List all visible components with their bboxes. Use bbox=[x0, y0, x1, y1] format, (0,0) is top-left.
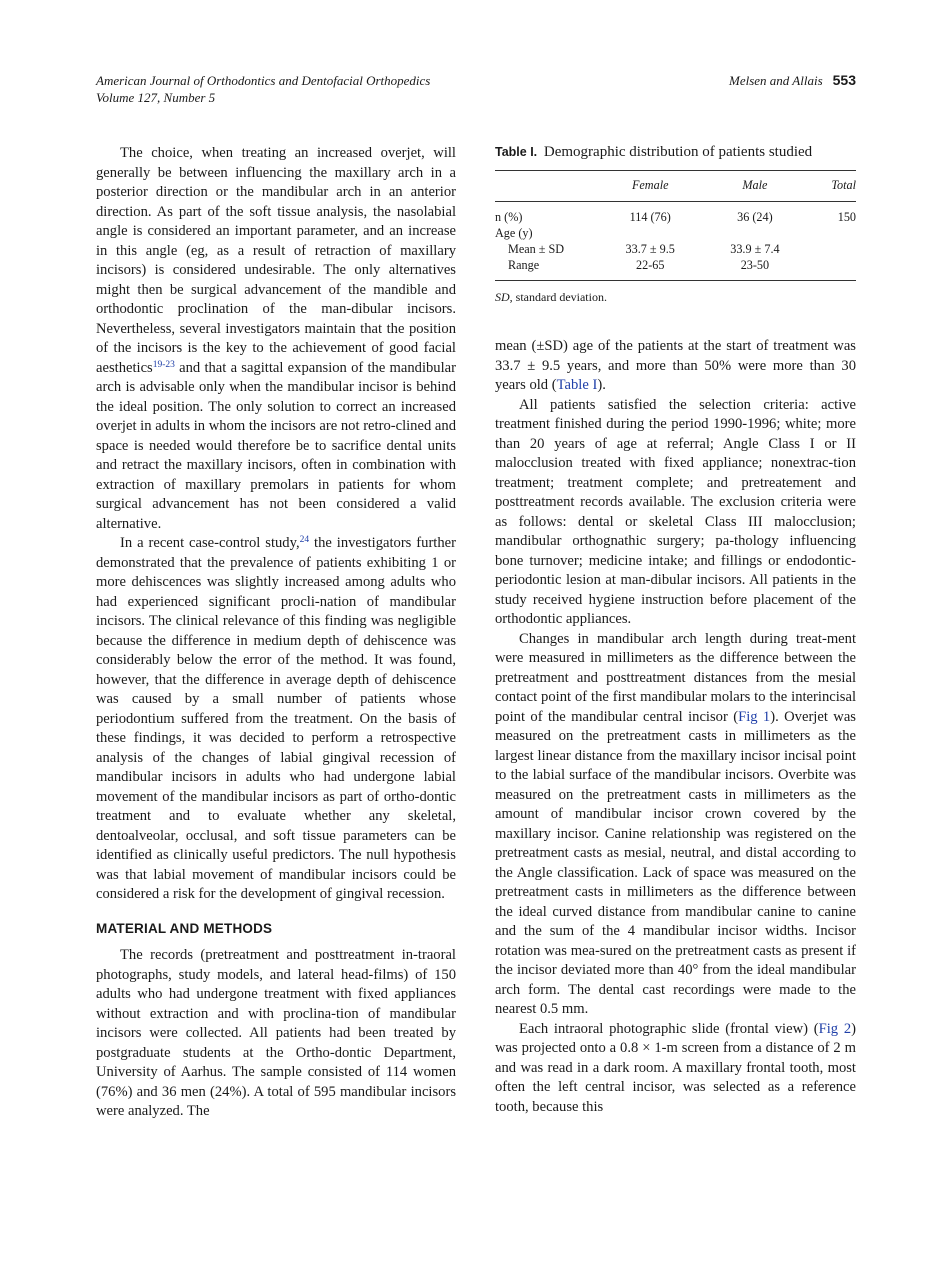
paragraph bbox=[495, 1020, 856, 1118]
table-caption bbox=[495, 143, 856, 162]
page-number: 553 bbox=[832, 72, 856, 88]
paragraph-text: the investigators further demonstrated that the prevalence of patients exhibiting 1 or more dehiscences was slightly increased among adults who had experienced significant procli-nation of mandibular incisors. The clinical relevance of this finding was negligible because the difference in medium depth of dehiscence was considerably below the error of the method. It was found, however, that the difference in average depth of dehiscence was caused by a small number of patients whose periodontium suffered from the treatment. On the basis of these findings, it was decided to perform a retrospective analysis of the changes of labial gingival recession of mandibular incisors in adults who had undergone labial movement of the mandibular incisors as part of ortho-dontic treatment and to evaluate whether any skeletal, dentoalveolar, occlusal, and soft tissue parameters can be identified as clinically useful predictors. The null hypothesis was that labial movement of mandibular incisors could be considered a risk for the development of gingival recession. bbox=[96, 535, 456, 902]
figure-link[interactable]: Fig 2 bbox=[818, 1020, 852, 1037]
citation-link[interactable]: 24 bbox=[299, 535, 310, 545]
paragraph-text: ) was projected onto a 0.8 × 1-m screen from a distance of 2 m and was read in a dark room. A maxillary frontal tooth, most often the left central incisor, was selected as a reference tooth, because this bbox=[495, 1020, 856, 1115]
right-column bbox=[495, 337, 856, 1117]
journal-info bbox=[96, 72, 430, 106]
table-row bbox=[495, 257, 856, 281]
table-cell: 33.9 ± 7.4 bbox=[730, 242, 780, 256]
paragraph-text: mean (±SD) age of the patients at the start of treatment was 33.7 ± 9.5 years, and more than 50% were more than 30 years old ( bbox=[495, 338, 856, 393]
paragraph-text: Each intraoral photographic slide (frontal view) ( bbox=[519, 1020, 819, 1037]
paragraph: The records (pretreatment and posttreatment in-traoral photographs, study models, and lateral head-films) of 150 adults who had undergone treatment with fixed appliances without extraction and with proclina-tion of mandibular incisors were collected. All patients had been treated by postgraduate students at the Ortho-dontic Department, University of Aarhus. The sample consisted of 114 women (76%) and 36 men (24%). A total of 595 mandibular incisors were analyzed. The bbox=[96, 947, 456, 1119]
table-cell bbox=[704, 225, 805, 241]
paragraph bbox=[96, 144, 456, 534]
table-header-row bbox=[495, 171, 856, 202]
table-cell: 36 (24) bbox=[737, 210, 773, 224]
paragraph bbox=[495, 630, 856, 1020]
journal-name: American Journal of Orthodontics and Dentofacial Orthopedics bbox=[96, 73, 431, 88]
table-row bbox=[495, 241, 856, 257]
table-title: Demographic distribution of patients studied bbox=[543, 144, 813, 160]
table-cell bbox=[805, 257, 856, 281]
row-label: n (%) bbox=[495, 210, 523, 224]
footnote-text: standard deviation. bbox=[512, 290, 607, 304]
paragraph-text: The choice, when treating an increased overjet, will generally be between influencing the maxillary arch in a posterior direction or the mandibular arch in an anterior direction. As part of the soft tissue analysis, the nasolabial angle is considered an important parameter, and an increase in this angle (eg, as a result of retraction of maxillary incisors) is considered undesirable. The only alternatives might then be surgical advancement of the mandible and orthodontic proclination of the man-dibular incisors. Nevertheless, several investigators maintain that the position of the incisors is the key to the achievement of good facial aesthetics bbox=[96, 145, 456, 376]
column-header: Total bbox=[805, 171, 856, 202]
table-cell: 114 (76) bbox=[629, 210, 671, 224]
table-cell: 33.7 ± 9.5 bbox=[625, 242, 675, 256]
table-cell bbox=[596, 225, 704, 241]
column-header: Male bbox=[704, 171, 805, 202]
citation-link[interactable]: 19-23 bbox=[152, 359, 175, 370]
paragraph bbox=[96, 534, 456, 905]
paragraph: All patients satisfied the selection criteria: active treatment finished during the period 1990-1996; white; more than 20 years of age at referral; Angle Class I or II malocclusion treated with fixed appliance; nonextrac-tion treatment; treatment complete; and pretreatement and posttreatment records available. The exclusion criteria were as follows: dental or skeletal Class III malocclusion; mandibular orthognathic surgery; pa-thology influencing bone turnover; medicine intake; and fillings or endodontic-periodontic lesion at man-dibular incisors. All patients in the study received hygiene instruction before placement of the orthodontic appliances. bbox=[495, 396, 856, 627]
column-header bbox=[495, 171, 596, 202]
row-label: Range bbox=[495, 257, 596, 281]
table-cell bbox=[805, 225, 856, 241]
left-column bbox=[96, 144, 456, 1122]
paragraph-text: and that a sagittal expansion of the mandibular arch is advisable only when the mandibular incisor is behind the ideal position. The only solution to correct an increased overjet in adults in whom the incisors are not retro-clined and space is needed would therefore be to sacrifice dental units and retract the maxillary incisors, often in combination with extraction of maxillary premolars in patients for whom surgical advancement has not been considered a valid alternative. bbox=[96, 359, 456, 532]
paragraph-text: Changes in mandibular arch length during treat-ment were measured in millimeters as the difference between the pretreatment and posttreatment distances from the mesial contact point of the first mandibular molars to the interincisal point of the mandibular central incisor ( bbox=[495, 630, 856, 725]
table-cell: 22-65 bbox=[596, 257, 704, 281]
footnote-abbreviation: SD, bbox=[495, 290, 513, 304]
table-row bbox=[495, 202, 856, 226]
table-1 bbox=[495, 143, 856, 305]
page-info bbox=[729, 72, 856, 89]
column-header: Female bbox=[596, 171, 704, 202]
paragraph-text: ). bbox=[597, 377, 606, 393]
row-label: Age (y) bbox=[495, 226, 533, 240]
running-authors: Melsen and Allais bbox=[729, 73, 823, 88]
table-cell bbox=[805, 241, 856, 257]
paragraph-text: ). Overjet was measured on the pretreatment casts in millimeters as the largest linear distance from the maxillary incisor incisal point to the labial surface of the mandibular incisors. Overbite was measured on the pretreatment casts in millimeters as the amount of mandibular incisor crown covered by the maxillary incisor. Canine relationship was registered on the pretreatment casts as mesial, neutral, and distal according to the Angle classification. Lack of space was measured on the pretreatment casts in millimeters as the difference between the ideal curved distance from mandibular canine to canine and the sum of the 4 mandibular incisor widths. Incisor rotation was mea-sured on the pretreatment casts as present if the incisor deviated more than 40° from the ideal mandibular arch form. The dental cast recordings were made to the nearest 0.5 mm. bbox=[495, 708, 856, 1017]
demographics-table bbox=[495, 170, 856, 281]
paragraph bbox=[495, 337, 856, 396]
table-cell: 23-50 bbox=[704, 257, 805, 281]
table-label: Table I. bbox=[495, 145, 538, 159]
table-cell: 150 bbox=[837, 210, 856, 224]
table-row bbox=[495, 225, 856, 241]
section-heading: MATERIAL AND METHODS bbox=[96, 920, 273, 936]
journal-volume: Volume 127, Number 5 bbox=[96, 90, 216, 105]
figure-link[interactable]: Fig 1 bbox=[738, 708, 771, 725]
running-head bbox=[96, 72, 856, 108]
paragraph-text: In a recent case-control study, bbox=[120, 535, 300, 551]
table-link[interactable]: Table I bbox=[556, 377, 598, 393]
row-label: Mean ± SD bbox=[508, 242, 565, 256]
table-footnote bbox=[495, 290, 856, 305]
